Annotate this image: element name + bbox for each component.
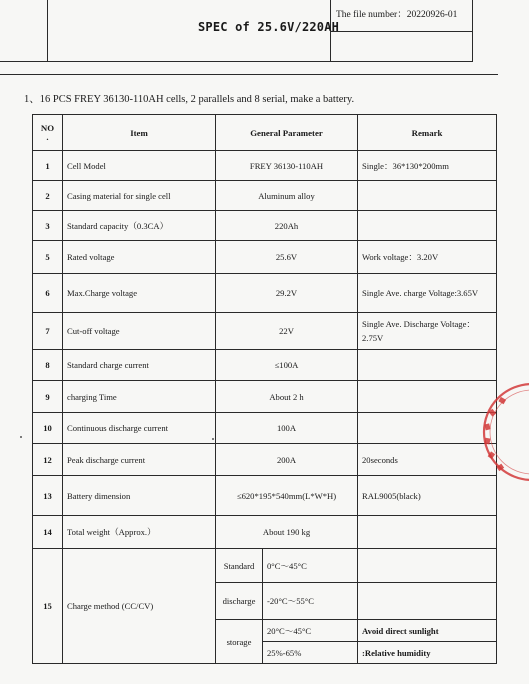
row-no: 3 [33, 211, 63, 241]
row-no: 6 [33, 274, 63, 313]
row-remark: Single Ave. Discharge Voltage：2.75V [358, 313, 497, 350]
row-no: 12 [33, 444, 63, 476]
row-param: About 190 kg [216, 516, 358, 549]
row-remark [358, 350, 497, 381]
table-row [33, 151, 497, 181]
discharge-label: discharge [216, 583, 263, 620]
row-item: Max.Charge voltage [63, 274, 216, 313]
table-row [33, 444, 497, 476]
table-row [33, 516, 497, 549]
row-no: 15 [33, 549, 63, 664]
table-row [33, 274, 497, 313]
table-row [33, 313, 497, 350]
row-no: 1 [33, 151, 63, 181]
table-row [33, 476, 497, 516]
row-remark: 20seconds [358, 444, 497, 476]
scan-speck [20, 436, 22, 438]
row-param: 100A [216, 413, 358, 444]
table-row [33, 211, 497, 241]
row-param: 25.6V [216, 241, 358, 274]
storage-value-humidity: 25%-65% [263, 642, 358, 664]
row-param: ≤100A [216, 350, 358, 381]
storage-remark-sunlight: Avoid direct sunlight [358, 620, 497, 642]
row-item: Casing material for single cell [63, 181, 216, 211]
row-no: 10 [33, 413, 63, 444]
row-item: Standard capacity（0.3CA） [63, 211, 216, 241]
row-param: About 2 h [216, 381, 358, 413]
header-left-cell [0, 0, 48, 62]
row-no: 8 [33, 350, 63, 381]
row-param: Aluminum alloy [216, 181, 358, 211]
storage-remark-humidity: :Relative humidity [358, 642, 497, 664]
intro-text: 1、16 PCS FREY 36130-110AH cells, 2 parallels and 8 serial, make a battery. [24, 94, 355, 105]
row-param: FREY 36130-110AH [216, 151, 358, 181]
row-no: 7 [33, 313, 63, 350]
standard-label: Standard [216, 549, 263, 583]
company-seal-icon [474, 380, 529, 490]
header-no: NO . [33, 115, 63, 151]
row-remark [358, 583, 497, 620]
standard-value: 0°C～45°C [263, 549, 358, 583]
row-item: Battery dimension [63, 476, 216, 516]
row-item: Rated voltage [63, 241, 216, 274]
row-item: Continuous discharge current [63, 413, 216, 444]
storage-label: storage [216, 620, 263, 664]
spec-table [32, 114, 497, 664]
table-row [33, 381, 497, 413]
row-remark: RAL9005(black) [358, 476, 497, 516]
row-param: 22V [216, 313, 358, 350]
row-item: Standard charge current [63, 350, 216, 381]
table-row [33, 350, 497, 381]
header-param: General Parameter [216, 115, 358, 151]
spec-title: SPEC of 25.6V/220AH [198, 20, 340, 34]
table-row [33, 181, 497, 211]
row-remark: Work voltage：3.20V [358, 241, 497, 274]
row-no: 2 [33, 181, 63, 211]
row-item: Cell Model [63, 151, 216, 181]
header-remark: Remark [358, 115, 497, 151]
row-remark: Single：36*130*200mm [358, 151, 497, 181]
row-remark [358, 516, 497, 549]
table-row [33, 241, 497, 274]
row-item: Total weight（Approx.） [63, 516, 216, 549]
storage-value-temp: 20°C～45°C [263, 620, 358, 642]
discharge-value: -20°C～55°C [263, 583, 358, 620]
row-remark [358, 181, 497, 211]
file-number: The file number：20220926-01 [336, 10, 458, 20]
row-param: 29.2V [216, 274, 358, 313]
table-header-row [33, 115, 497, 151]
row-item: Cut-off voltage [63, 313, 216, 350]
header-item: Item [63, 115, 216, 151]
row-no: 14 [33, 516, 63, 549]
row-param: 220Ah [216, 211, 358, 241]
row-remark: Single Ave. charge Voltage:3.65V [358, 274, 497, 313]
table-row-charge-standard [33, 549, 497, 583]
header-rule [0, 74, 498, 75]
row-no: 5 [33, 241, 63, 274]
row-no: 13 [33, 476, 63, 516]
row-param: ≤620*195*540mm(L*W*H) [216, 476, 358, 516]
row-remark [358, 211, 497, 241]
row-no: 9 [33, 381, 63, 413]
table-row [33, 413, 497, 444]
row-remark [358, 549, 497, 583]
row-item: Peak discharge current [63, 444, 216, 476]
row-item: charging Time [63, 381, 216, 413]
row-item: Charge method (CC/CV) [63, 549, 216, 664]
header-row-divider [330, 31, 473, 32]
row-param: 200A [216, 444, 358, 476]
scan-speck [212, 438, 214, 440]
